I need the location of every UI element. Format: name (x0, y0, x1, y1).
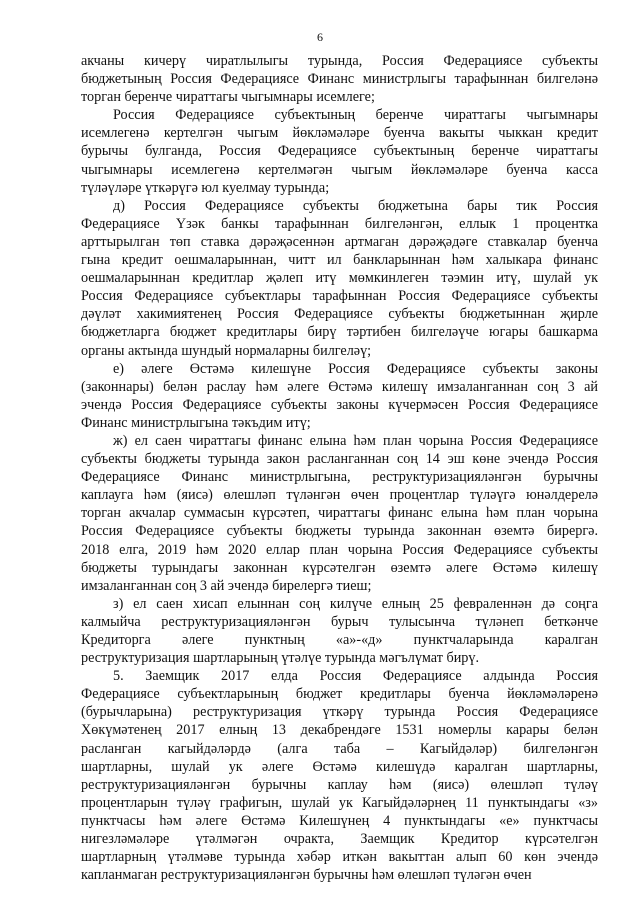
text-line: бурычы булганда, Россия Федерациясе субъектының беренче чираттагы (81, 143, 598, 160)
text-line: Финанс министрлыгына тәкъдим итү; (81, 414, 311, 431)
paragraph (81, 432, 598, 595)
text-line: Федерациясе субъектларының бюджет кредитлары буенча йөкләмәләренә (81, 686, 598, 703)
text-line: Россия Федерациясе субъекты бюджеты турында законнан өземтә бирергә. (81, 523, 598, 540)
text-line: органы актында шундый нормаларны билгеләү; (81, 342, 372, 359)
text-line: гына кредит оешмаларыннан, читт ил банкларыннан һәм халыкара финанс (81, 252, 598, 269)
text-line: шартларны, шулай ук әлеге Өстәмә килешүдә каралган шартларны, (81, 758, 598, 775)
text-line: торган акчалар суммасын күрсәтеп, чираттагы финанс елына һәм план чорына (81, 505, 598, 522)
text-line: бюджеты турындагы законнан күрсәтелгән өземтә әлеге Өстәмә килешү (81, 559, 598, 576)
text-line: (законнары) белән раслау һәм әлеге Өстәмә килешү имзаланганнан соң 3 ай (81, 378, 598, 395)
text-line: реструктуризацияләнгән бурычны каплау һәм (яисә) өлешләп түләү (81, 776, 598, 793)
text-line: нигезләмәләре үтәлмәгән очракта, Заемщик Кредитор күрсәтелгән (81, 831, 598, 848)
paragraph (81, 595, 598, 667)
text-line: е) әлеге Өстәмә килешүне Россия Федерациясе субъекты законы (113, 360, 598, 377)
text-line: чыгымнары исемлегенә кертелмәгән чыгым йөкләмәләре буенча касса (81, 161, 598, 178)
paragraph (81, 360, 598, 432)
text-line: арттырылган төп ставка дәрәҗәсеннән артмаган дәрәҗәдәге ставкалар буенча (81, 233, 598, 250)
text-line: Хөкүмәтенең 2017 елның 13 декабрендәге 1531 номерлы карары белән (81, 722, 598, 739)
paragraph (81, 197, 598, 360)
paragraph (81, 667, 598, 884)
text-line: торган беренче чираттагы чыгымнары исемлеге; (81, 89, 375, 106)
text-line: Россия Федерациясе субъектлары тарафыннан Россия Федерациясе субъекты (81, 288, 598, 305)
text-line: 2018 елга, 2019 һәм 2020 еллар план чорына Россия Федерациясе субъекты (81, 541, 598, 558)
text-line: субъекты бюджеты турында закон расланганнан соң 14 эш көне эчендә Россия (81, 451, 598, 468)
text-line: капланмаган реструктуризацияләнгән бурычны һәм өлешләп түләгән өчен (81, 867, 532, 884)
text-line: бюджетының Россия Федерациясе Финанс министрлыгы тарафыннан билгеләнә (81, 71, 598, 88)
text-line: (бурычларына) реструктуризация үткәрү турында Россия Федерациясе (81, 704, 598, 721)
text-line: имзаланганнан соң 3 ай эчендә бирелергә тиеш; (81, 577, 372, 594)
text-line: каплауга һәм (яисә) өлешләп түләнгән өчен процентлар түләүгә юнәлдерелә (81, 487, 598, 504)
text-line: Федерациясе Үзәк банкы тарафыннан билгеләнгән, еллык 1 процентка (81, 215, 598, 232)
text-line: реструктуризация шартларының үтәлүе турында мәгълүмат бирү. (81, 650, 480, 667)
text-line: дәүләт хакимиятенең Россия Федерациясе субъекты бюджетыннан җирле (81, 306, 598, 323)
text-line: з) ел саен хисап елыннан соң килүче елның 25 февраленнән дә соңга (113, 595, 598, 612)
text-line: оешмаларыннан кредитлар җәлеп итү мөмкинлеген тәэмин итү, шулай ук (81, 270, 598, 287)
text-line: ж) ел саен чираттагы финанс елына һәм план чорына Россия Федерациясе (113, 432, 598, 449)
text-line: процентларын түләү графигын, шулай ук Кагыйдәләрнең 11 пунктындагы «з» (81, 794, 598, 811)
document-body (81, 52, 598, 884)
text-line: 5. Заемщик 2017 елда Россия Федерациясе алдында Россия (113, 668, 598, 685)
text-line: калмыйча реструктуризацияләнгән бурыч тулысынча түләнеп беткәнче (81, 613, 598, 630)
text-line: Россия Федерациясе субъектының беренче чираттагы чыгымнары (113, 107, 598, 124)
paragraph (81, 52, 598, 106)
text-line: Кредиторга әлеге пунктның «а»-«д» пунктчаларында каралган (81, 632, 598, 648)
text-line: акчаны кичерү чиратлылыгы турында, Россия Федерациясе субъекты (81, 53, 598, 69)
text-line: д) Россия Федерациясе субъекты бюджетына бары тик Россия (113, 197, 598, 214)
page-number: 6 (317, 30, 323, 44)
text-line: Федерациясе Финанс министрлыгына, реструктуризацияләнгән бурычны (81, 469, 598, 486)
text-line: түләүләре үткәрүгә юл куелмау турында; (81, 179, 330, 196)
text-line: исемлегенә кертелгән чыгым йөкләмәләре буенча вакыты чыккан кредит (81, 125, 598, 142)
text-line: бюджетларга бюджет кредитлары бирү тәртибен билгеләүче югары башкарма (81, 324, 598, 341)
text-line: шартларның үтәлмәве турында хәбәр иткән вакыттан алып 60 көн эчендә (81, 849, 598, 866)
paragraph (81, 106, 598, 196)
text-line: пунктчасы һәм әлеге Өстәмә Килешүнең 4 пунктындагы «е» пунктчасы (81, 812, 598, 829)
text-line: расланган кагыйдәләрдә (алга таба – Кагыйдәләр) билгеләнгән (81, 740, 598, 757)
text-line: эчендә Россия Федерациясе субъекты законы күчермәсен Россия Федерациясе (81, 396, 598, 413)
